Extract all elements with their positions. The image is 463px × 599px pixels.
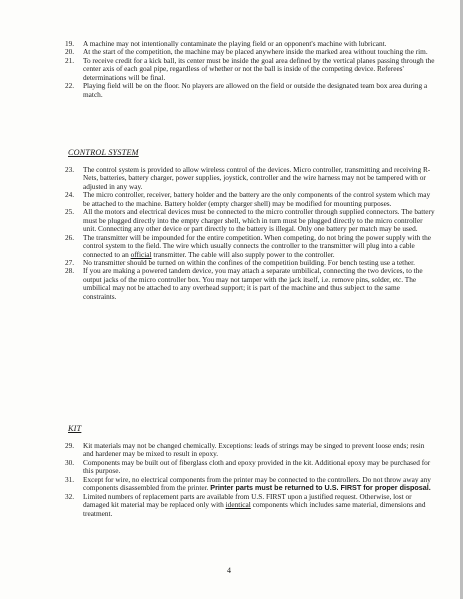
rule-item-32	[65, 493, 435, 518]
rule-text: No transmitter should be turned on within the confines of the competition building. For bench testing use a tether.	[83, 257, 415, 267]
rule-text-cont: transmitter. The cable will also supply power to the controller.	[151, 249, 335, 259]
section-heading-kit: KIT	[68, 424, 82, 433]
page-number: 4	[227, 566, 231, 575]
rule-text: Except for wire, no electrical components from the printer may be connected to the controllers. Do not throw away any components disassembled from the printer.	[83, 474, 431, 493]
rule-number: 28.	[65, 266, 75, 276]
rule-item-21	[65, 57, 435, 82]
rule-text: A machine may not intentionally contaminate the playing field or an opponent's machine with lubricant.	[83, 39, 387, 48]
rule-item-28	[65, 267, 435, 301]
rule-number: 29.	[65, 441, 75, 450]
rules-list-kit	[65, 442, 435, 518]
rule-text: If you are making a powered tandem device, you may attach a separate umbilical, connecting the two devices, to the output jacks of the micro controller box. You may not tamper with the jack itself, i.e. remove pins, solder, etc. The umbilical may not be attached to any overhead support; it is part of the machine and thus subject to the same constraints.	[83, 266, 423, 301]
rule-text: Limited numbers of replacement parts are available from U.S. FIRST upon a justified request. Otherwise, lost or damaged kit material may be replaced only with	[83, 491, 412, 510]
rule-number: 27.	[65, 257, 75, 267]
rule-number: 31.	[65, 474, 75, 484]
rule-item-30	[65, 459, 435, 476]
rule-number: 24.	[65, 190, 75, 200]
rule-text: The transmitter will be impounded for the entire competition. When competing, do not bring the power supply with the control system to the field. The wire which usually connects the controller to the transmitter will plug into a cable connected to an	[83, 232, 432, 259]
rule-number: 26.	[65, 232, 75, 242]
rule-text: Kit materials may not be changed chemically. Exceptions: leads of strings may be singed to prevent loose ends; resin and hardener may be mixed to result in epoxy.	[83, 441, 425, 459]
section-heading-control-system: CONTROL SYSTEM	[68, 148, 139, 157]
rule-text: The control system is provided to allow wireless control of the devices. Micro controller, transmitting and receiving R-Nets, batteries, battery charger, power supplies, joystick, controller and the wire harness may not be tampered with or adjusted in any way.	[83, 165, 431, 191]
rule-number: 25.	[65, 207, 75, 217]
underlined-word: official	[130, 249, 152, 259]
rule-number: 19.	[65, 39, 75, 48]
rule-number: 21.	[65, 55, 75, 65]
rule-item-31	[65, 476, 435, 493]
rules-list-general	[65, 40, 435, 99]
rule-number: 22.	[65, 81, 75, 91]
rule-item-26	[65, 234, 435, 259]
rules-list-control-system	[65, 166, 435, 301]
bold-notice: Printer parts must be returned to U.S. FIRST for proper disposal.	[210, 483, 431, 493]
rule-item-24	[65, 191, 435, 208]
rule-number: 30.	[65, 457, 75, 467]
rule-number: 32.	[65, 491, 75, 501]
rule-item-29	[65, 442, 435, 459]
rule-text-cont: components which includes same material, dimensions and treatment.	[83, 500, 426, 518]
rule-item-23	[65, 166, 435, 191]
rule-number: 20.	[65, 47, 75, 57]
underlined-word: identical	[225, 500, 251, 510]
rule-text: At the start of the competition, the machine may be placed anywhere inside the marked area without touching the rim.	[83, 47, 428, 57]
rule-item-22	[65, 82, 435, 99]
rule-text: To receive credit for a kick ball, its center must be inside the goal area defined by the vertical planes passing through the center axis of each goal pipe, regardless of whether or not the ball is inside of the competing device. Referees' determinations will be final.	[83, 55, 435, 82]
rule-text: All the motors and electrical devices must be connected to the micro controller through supplied connectors. The battery must be plugged directly into the empty charger shell, which in turn must be plugged directly to the micro controller unit. Connecting any other device or part directly to the battery is illegal. Only one battery per match may be used.	[83, 207, 435, 234]
rule-text: Playing field will be on the floor. No players are allowed on the field or outside the designated team box area during a match.	[83, 81, 428, 99]
rule-number: 23.	[65, 165, 75, 174]
rule-text: Components may be built out of fiberglass cloth and epoxy provided in the kit. Additional epoxy may be purchased for this purpose.	[83, 457, 431, 476]
rule-text: The micro controller, receiver, battery holder and the battery are the only components of the control system which may be attached to the machine. Battery holder (empty charger shell) may be modified for mounting purposes.	[83, 190, 431, 208]
rule-item-25	[65, 208, 435, 233]
